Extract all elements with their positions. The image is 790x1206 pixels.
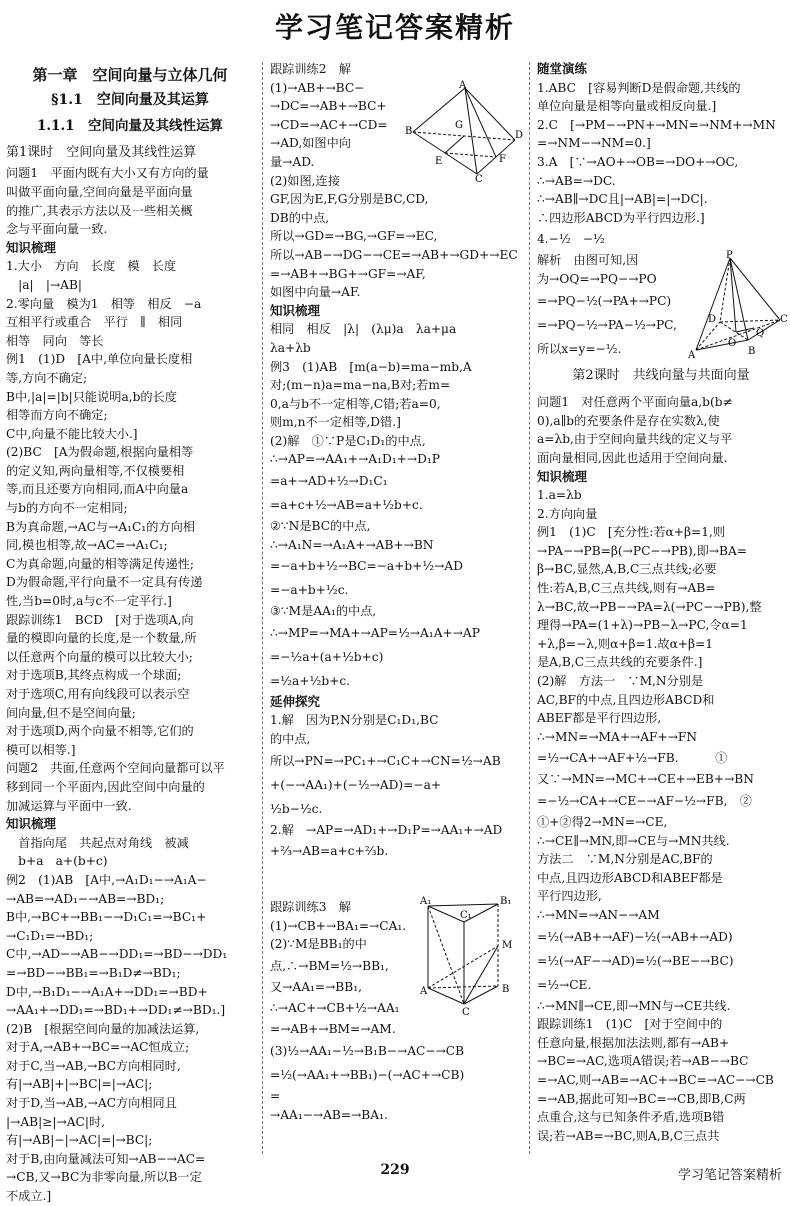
vertex-label: A [688,350,696,361]
text-line: ∴→AP=→AA₁+→A₁D₁+→D₁P [270,452,440,467]
text-line: b+a a+(b+c) [6,854,108,869]
vertex-label: P [726,250,733,261]
text-line: 对于C,当→AB,→BC方向相同时, [6,1058,181,1073]
text-line: =→AC,则→AB=→AC+→BC=→AC−→CB [537,1072,774,1087]
text-line: +(−→AA₁)+(−½→AD)=−a+ [270,777,442,792]
text-line: 以任意两个向量的模可以比较大小; [6,649,193,664]
vertex-label: C [780,314,788,325]
text-line: 例1 (1)C [充分性:若α+β=1,则 [537,525,726,540]
text-line: 性,当b=0时,a与c不一定平行.] [6,594,172,609]
text-line: 相等 同向 等长 [6,333,104,348]
text-line: 问题1 对任意两个平面向量a,b(b≠ [537,395,733,410]
vertex-label: O [728,338,737,349]
tetrahedron-figure [405,80,525,185]
vertex-label: A [459,80,467,91]
text-line: 对于选项B,其终点构成一个球面; [6,668,182,683]
text-line: (2)BC [A为假命题,根据向量相等 [6,445,194,460]
text-line: 相等而方向不确定; [6,408,108,423]
prism-figure [420,896,525,1016]
text-line: 所以→GD=→BG,→GF=→EC, [270,229,438,244]
text-line: 对于选项C,用有向线段可以表示空 [6,687,190,701]
lesson-title: 第1课时 空间向量及其线性运算 [6,144,197,160]
text-line: 同,模也相等,故→AC=→A₁C₁; [6,538,168,553]
text-line: →DC=→AB+→BC+ [270,99,387,114]
text-line: 量→AD. [270,154,315,169]
text-line: β→BC,显然,A,B,C三点共线;必要 [537,562,717,577]
text-line: +λ,β=−λ,则α+β=1.故α+β=1 [537,636,714,651]
text-line: 的推广,其表示方法以及一些相关概 [6,203,193,218]
section-title: §1.1 空间向量及其运算 [51,91,209,108]
text-line: 有|→AB|−|→AC|=|→BC|; [6,1133,153,1148]
text-line: 如图中向量→AF. [270,285,361,300]
text-line: 问题1 平面内既有大小又有方向的量 [6,166,209,181]
text-line: →AD,如图中向 [270,136,351,151]
page-title: 学习笔记答案精析 [274,11,515,44]
text-line: λa+λb [270,340,311,355]
text-line: 跟踪训练1 BCD [对于选项A,向 [6,612,194,627]
text-line: 2.零向量 模为1 相等 相反 −a [6,296,202,311]
text-line: λ→BC,故→PB−→PA=λ(→PC−→PB),整 [537,599,762,614]
text-line: 念与平面向量一致. [6,222,108,237]
text-line: 方法二 ∵M,N分别是AC,BF的 [537,852,713,867]
text-line: →CD=→AC+→CD= [270,117,388,132]
text-line: 互相平行或重合 平行 ∥ 相同 [6,315,183,330]
text-line: |→AB|≥|→AC|时, [6,1114,106,1129]
vertex-label: G [455,120,463,131]
text-line: =½a+½b+c. [270,673,351,688]
text-line: (1)→CB+→BA₁=→CA₁. [270,918,407,933]
text-line: (3)½→AA₁−½→B₁B−→AC−→CB [270,1043,465,1058]
text-line: 知识梳理 [537,468,588,484]
text-line: 3.A [∵→AO+→OB=→DO+→OC, [537,154,739,169]
text-line: GF,因为E,F,G分别是BC,CD, [270,192,429,207]
vertex-label: E [435,156,443,167]
text-line: 对于B,由向量减法可知→AB−→AC= [6,1151,206,1166]
page-number: 229 [380,1162,410,1178]
text-line: 的中点, [270,732,311,747]
text-line: =a+→AD+½→D₁C₁ [270,474,388,489]
text-line: 所以x=y=−½. [537,341,622,356]
text-line: 任意向量,根据加法法则,都有→AB+ [537,1035,730,1050]
text-line: 平行四边形, [537,889,602,904]
text-line: 跟踪训练1 (1)C [对于空间中的 [537,1017,723,1032]
chapter-title: 第一章 空间向量与立体几何 [32,66,228,84]
text-line: 1.大小 方向 长度 模 长度 [6,259,177,274]
text-line: 是A,B,C三点共线的充要条件.] [537,655,703,670]
text-line: = [270,1088,281,1103]
text-line: 例2 (1)AB [A中,→A₁D₁−→A₁A− [6,872,207,887]
text-line: 对于A,→AB+→BC=→AC恒成立; [6,1040,190,1055]
vertex-label: F [499,154,506,165]
text-line: 例1 (1)D [A中,单位向量长度相 [6,352,193,367]
text-line: 问题2 共面,任意两个空间向量都可以平 [6,761,225,776]
text-line: 为→OQ=→PQ−→PO [537,271,657,286]
text-line: (2)B [根据空间向量的加减法运算, [6,1021,200,1036]
text-line: ②∵N是BC的中点, [270,519,371,534]
column-divider [529,62,530,1154]
text-line: 对;(m−n)a=ma−na,B对;若m= [270,378,451,393]
text-line: 所以→AB−→DG−→CE=→AB+→GD+→EC [270,247,518,262]
vertex-label: C [462,1007,470,1018]
text-line: 模可以相等.] [6,742,76,757]
vertex-label: D [708,314,717,325]
text-line: →C₁D₁=→BD₁; [6,928,94,943]
text-line: 对于D,当→AB,→AC方向相同且 [6,1096,177,1111]
text-line: =½(→AA₁+→BB₁)−(→AC+→CB) [270,1067,465,1082]
text-line: =→AB+→BG+→GF=→AF, [270,266,426,281]
text-line: D为假命题,平行向量不一定具有传递 [6,575,203,590]
text-line: 移到同一个平面内,因此空间中向量的 [6,779,205,794]
text-line: 误;若→AB=→BC,则A,B,C三点共 [537,1128,720,1143]
vertex-label: A₁ [420,896,432,907]
text-line: 0),a∥b的充要条件是存在实数λ,使 [537,413,720,428]
text-line: ∴四边形ABCD为平行四边形.] [537,210,705,225]
text-line: ∴→AB∥→DC且|→AB|=|→DC|. [537,192,708,207]
vertex-label: C [475,174,483,185]
text-line: 又∵→MN=→MC+→CE+→EB+→BN [537,772,754,787]
col1-text [6,164,254,1205]
text-line: 1.解 因为P,N分别是C₁D₁,BC [270,713,439,728]
text-line: 解析 由图可知,因 [537,253,639,268]
text-line: (2)解 方法一 ∵M,N分别是 [537,674,704,689]
text-line: 又→AA₁=→BB₁, [270,979,362,994]
text-line: 与b的方向不一定相同; [6,501,128,516]
text-line: 跟踪训练3 解 [270,900,351,914]
vertex-label: B [502,984,510,995]
text-line: ③∵M是AA₁的中点, [270,604,377,619]
text-line: =−½a+(a+½b+c) [270,649,384,664]
text-line: 例3 (1)AB [m(a−b)=ma−mb,A [270,359,472,374]
text-line: 0,a与b不一定相等,C错;若a=0, [270,396,441,411]
text-line: →CB,又→BC为非零向量,所以B一定 [6,1170,202,1185]
text-line: ABEF都是平行四边形, [537,711,662,726]
text-line: =½→CA+→AF+½→FB. ① [537,751,728,766]
text-line: ∴→AC+→CB+½→AA₁ [270,1001,400,1016]
vertex-label: D [515,130,524,141]
vertex-label: Q [756,328,765,339]
text-line: 4.−½ −½ [537,232,605,247]
text-line: B为真命题,→AC与→A₁C₁的方向相 [6,519,195,534]
text-line: 知识梳理 [270,302,321,318]
text-line: 点重合,这与已知条件矛盾,选项B错 [537,1110,725,1125]
text-line: DB的中点, [270,210,330,225]
text-line: 间向量,但不是空间向量; [6,705,136,720]
text-line: |a| |→AB| [6,277,83,292]
text-line: 延伸探究 [270,693,321,709]
text-line: +⅔→AB=a+c+⅔b. [270,844,389,859]
text-line: 知识梳理 [6,239,57,255]
column-left [6,60,254,1204]
text-line: 量的模即向量的长度,是一个数量,所 [6,631,197,646]
text-line: 知识梳理 [6,816,57,832]
text-line: 2.方向向量 [537,506,598,521]
text-line: 加减运算与平面中一致. [6,798,132,813]
text-line: ∴→A₁N=→A₁A+→AB+→BN [270,537,434,552]
text-line: C中,→AD−→AB−→DD₁=→BD−→DD₁ [6,947,228,962]
text-line: C为真命题,向量的相等满足传递性; [6,556,194,571]
text-line: 则m,n不一定相等,D错.] [270,415,401,430]
text-line: 所以→PN=→PC₁+→C₁C+→CN=½→AB [270,753,501,768]
text-line: 1.a=λb [537,488,582,503]
text-line: 性:若A,B,C三点共线,则有→AB= [537,581,716,596]
text-line: 的定义知,两向量相等,不仅模要相 [6,463,185,478]
text-line: AC,BF的中点,且四边形ABCD和 [537,692,715,707]
lesson-title-2: 第2课时 共线向量与共面向量 [572,367,750,383]
text-line: 1.ABC [容易判断D是假命题,共线的 [537,80,741,95]
text-line: 等,方向不确定; [6,370,88,385]
text-line: 单位向量是相等向量或相反向量.] [537,99,717,114]
text-line: ∴→MP=→MA+→AP=½→A₁A+→AP [270,625,480,640]
text-line: (1)→AB+→BC− [270,80,365,95]
vertex-label: B₁ [500,896,512,907]
column-right [537,60,785,1158]
text-line: =a+c+½→AB=a+½b+c. [270,498,423,513]
text-line: B中,|a|=|b|只能说明a,b的长度 [6,389,177,404]
text-line: =−½→CA+→CE−→AF−½→FB, ② [537,794,752,808]
text-line: B中,→BC+→BB₁−→D₁C₁=→BC₁+ [6,910,207,925]
text-line: 等,而且还要方向相同,而A中向量a [6,482,189,497]
text-line: 中点,且四边形ABCD和ABEF都是 [537,870,723,885]
text-line: ∴→MN=→AN−→AM [537,907,660,922]
text-line: (2)∵M是BB₁的中 [270,937,367,952]
text-line: C中,向量不能比较大小.] [6,426,138,441]
text-line: D中,→B₁D₁−→A₁A+→DD₁=→BD+ [6,984,208,999]
text-line: ∴→CE∥→MN,即→CE与→MN共线. [537,833,730,848]
text-line: (2)如图,连接 [270,173,340,188]
vertex-label: B [748,346,756,357]
text-line: =½(→AF−→AD)=½(→BE−→BC) [537,953,734,968]
text-line: 叫做平面向量,空间向量是平面向量 [6,184,193,199]
text-line: 理得→PA=(1+λ)→PB−λ→PC,令α=1 [537,618,748,633]
text-line: 2.解 →AP=→AD₁+→D₁P=→AA₁+→AD [270,822,503,837]
text-line: 首指向尾 共起点对角线 被减 [6,835,189,850]
text-line: =½(→AB+→AF)−½(→AB+→AD) [537,929,733,944]
text-line: →PA−→PB=β(→PC−→PB),即→BA= [537,543,748,558]
text-line: ∴→MN∥→CE,即→MN与→CE共线. [537,998,731,1013]
text-line: 有|→AB|+|→BC|=|→AC|; [6,1077,153,1092]
text-line: 对于选项D,两个向量不相等,它们的 [6,724,194,739]
text-line: =½→CE. [537,977,592,992]
text-line: =−a+b+½→BC=−a+b+½→AD [270,559,463,574]
text-line: ½b−½c. [270,801,323,816]
text-line: =→BD−→BB₁=→B₁D≠→BD₁; [6,965,181,980]
text-line: →BC=→AC,选项A错误;若→AB−→BC [537,1054,749,1069]
text-line: ∴→AB=→DC. [537,173,616,188]
text-line: =→AB+→BM=→AM. [270,1022,396,1037]
text-line: 相同 相反 |λ| (λμ)a λa+μa [270,322,457,337]
vertex-label: A [420,986,428,997]
vertex-label: M [502,940,513,951]
text-line: 不成立.] [6,1189,52,1204]
pyramid-figure [688,250,788,360]
text-line: →AA₁−→AB=→BA₁. [270,1107,388,1122]
text-line: a=λb,由于空间向量共线的定义与平 [537,432,733,447]
text-line: 随堂演练 [537,61,588,76]
text-line: 点,∴→BM=½→BB₁, [270,958,389,973]
text-line: →AA₁+→DD₁=→BD₁+→DD₁≠→BD₁.] [6,1003,226,1018]
text-line: =→AB,据此可知→BC=→CB,即B,C两 [537,1091,746,1106]
text-line: 跟踪训练2 解 [270,62,351,76]
text-line: =→PQ−½→PA−½→PC, [537,317,677,332]
text-line: =→NM−→NM=0.] [537,136,651,151]
column-divider [262,62,263,1154]
vertex-label: B [405,126,413,137]
text-line: 2.C [→PM−→PN+→MN=→NM+→MN [537,117,776,132]
text-line: 面向量相同,因此也适用于空间向量. [537,450,728,465]
subsection-title: 1.1.1 空间向量及其线性运算 [36,118,224,135]
text-line: =−a+b+½c. [270,583,349,598]
col3-text-b [537,393,785,1145]
text-line: =→PQ−½(→PA+→PC) [537,293,672,308]
text-line: (2)解 ①∵P是C₁D₁的中点, [270,433,426,448]
text-line: ∴→MN=→MA+→AF+→FN [537,729,698,744]
text-line: →AB=→AD₁−→AB=→BD₁; [6,891,165,906]
footer-brand: 学习笔记答案精析 [677,1168,782,1183]
vertex-label: C₁ [460,910,472,921]
text-line: ①+②得2→MN=→CE, [537,815,668,829]
